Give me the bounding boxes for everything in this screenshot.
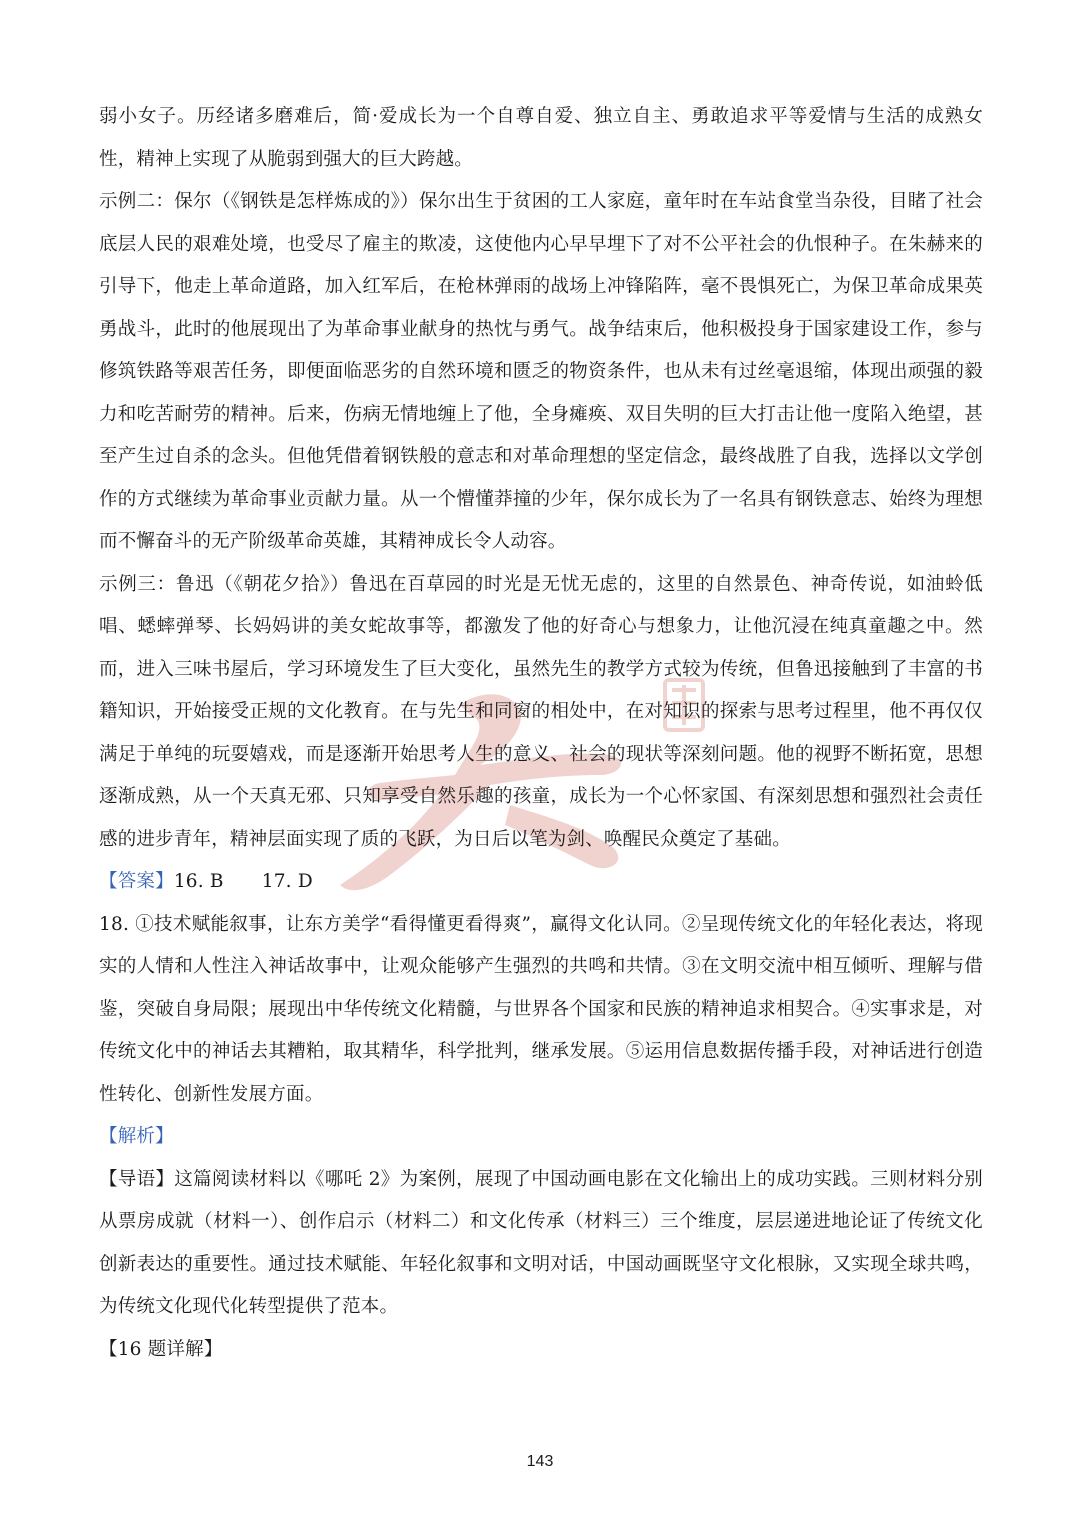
question-18-answer: 18. ①技术赋能叙事，让东方美学“看得懂更看得爽”，赢得文化认同。②呈现传统文化的年轻化表达，将现实的人情和人性注入神话故事中，让观众能够产生强烈的共鸣和共情。③在文明交流中相互倾听、理解与借鉴，突破自身局限；展现出中华传统文化精髓，与世界各个国家和民族的精神追求相契合。④实事求是，对传统文化中的神话去其糟粕，取其精华，科学批判，继承发展。⑤运用信息数据传播手段，对神话进行创造性转化、创新性发展方面。	[99, 913, 983, 1105]
example-two-paragraph: 示例二：保尔（《钢铁是怎样炼成的》）保尔出生于贫困的工人家庭，童年时在车站食堂当杂役，目睹了社会底层人民的艰难处境，也受尽了雇主的欺凌，这使他内心早早埋下了对不公平社会的仇恨种子。在朱赫来的引导下，他走上革命道路，加入红军后，在枪林弹雨的战场上冲锋陷阵，毫不畏惧死亡，为保卫革命成果英勇战斗，此时的他展现出了为革命事业献身的热忱与勇气。战争结束后，他积极投身于国家建设工作，参与修筑铁路等艰苦任务，即便面临恶劣的自然环境和匮乏的物资条件，也从未有过丝毫退缩，体现出顽强的毅力和吃苦耐劳的精神。后来，伤病无情地缠上了他，全身瘫痪、双目失明的巨大打击让他一度陷入绝望，甚至产生过自杀的念头。但他凭借着钢铁般的意志和对革命理想的坚定信念，最终战胜了自我，选择以文学创作的方式继续为革命事业贡献力量。从一个懵懂莽撞的少年，保尔成长为了一名具有钢铁意志、始终为理想而不懈奋斗的无产阶级革命英雄，其精神成长令人动容。	[99, 191, 983, 552]
answer-16: 16. B	[173, 871, 224, 892]
page-number: 143	[526, 1453, 554, 1470]
detail-16-heading: 【16 题详解】	[99, 1338, 223, 1360]
document-body	[99, 96, 983, 1371]
jane-eyre-paragraph: 弱小女子。历经诸多磨难后，简·爱成长为一个自尊自爱、独立自主、勇敢追求平等爱情与生活的成熟女性，精神上实现了从脆弱到强大的巨大跨越。	[99, 106, 983, 170]
answer-17: 17. D	[261, 871, 313, 892]
analysis-label: 【解析】	[99, 1126, 174, 1147]
example-three-paragraph: 示例三：鲁迅（《朝花夕拾》）鲁迅在百草园的时光是无忧无虑的，这里的自然景色、神奇传说，如油蛉低唱、蟋蟀弹琴、长妈妈讲的美女蛇故事等，都激发了他的好奇心与想象力，让他沉浸在纯真童趣之中。然而，进入三味书屋后，学习环境发生了巨大变化，虽然先生的教学方式较为传统，但鲁迅接触到了丰富的书籍知识，开始接受正规的文化教育。在与先生和同窗的相处中，在对知识的探索与思考过程里，他不再仅仅满足于单纯的玩耍嬉戏，而是逐渐开始思考人生的意义、社会的现状等深刻问题。他的视野不断拓宽，思想逐渐成熟，从一个天真无邪、只知享受自然乐趣的孩童，成长为一个心怀家国、有深刻思想和强烈社会责任感的进步青年，精神层面实现了质的飞跃，为日后以笔为剑、唤醒民众奠定了基础。	[99, 573, 983, 850]
answer-line	[99, 861, 983, 904]
intro-paragraph: 【导语】这篇阅读材料以《哪吒 2》为案例，展现了中国动画电影在文化输出上的成功实践。三则材料分别从票房成就（材料一）、创作启示（材料二）和文化传承（材料三）三个维度，层层递进地论证了传统文化创新表达的重要性。通过技术赋能、年轻化叙事和文明对话，中国动画既坚守文化根脉，又实现全球共鸣，为传统文化现代化转型提供了范本。	[99, 1168, 983, 1317]
answer-label: 【答案】	[99, 871, 174, 892]
